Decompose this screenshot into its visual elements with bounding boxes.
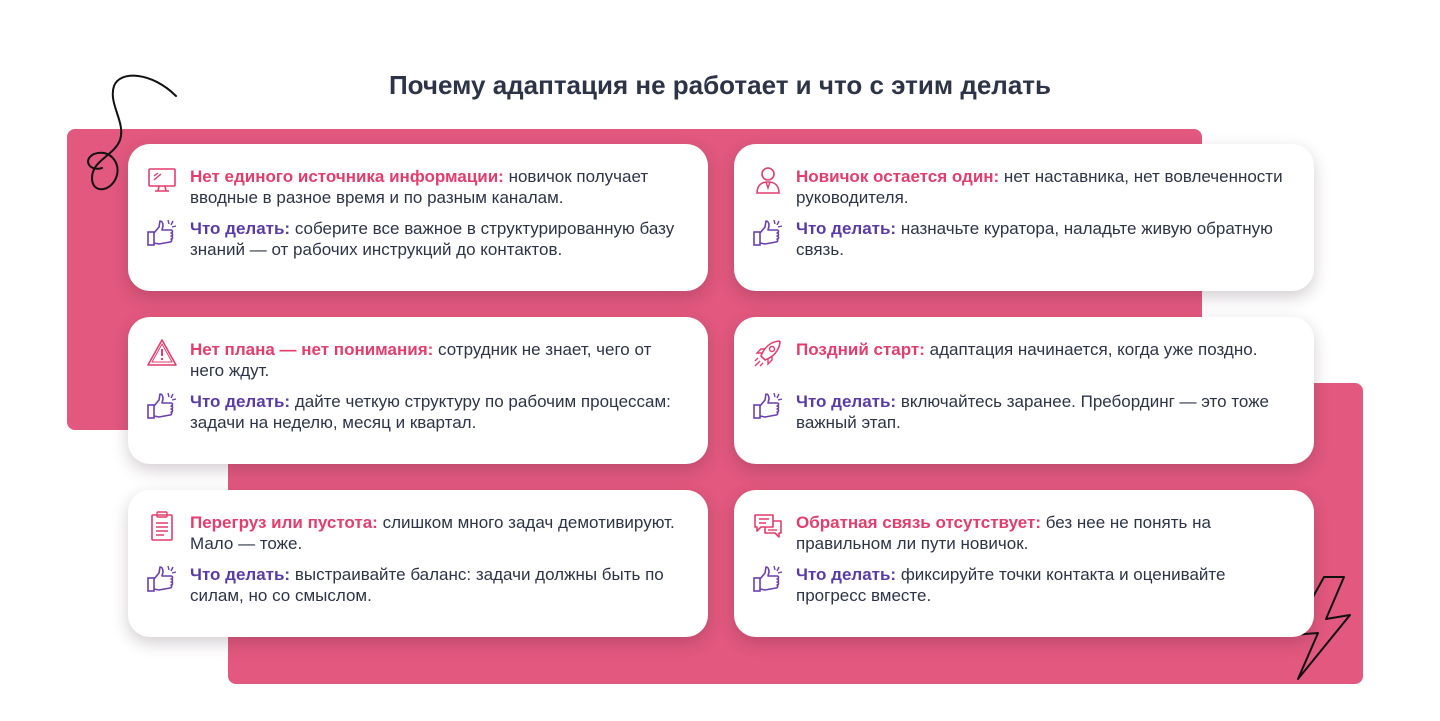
thumbs-up-icon — [752, 216, 784, 248]
clipboard-icon — [146, 510, 178, 542]
action-row — [752, 391, 1290, 433]
problem-text: адаптация начинается, когда уже поздно. — [924, 340, 1258, 359]
thumbs-up-icon — [146, 389, 178, 421]
action-lead: Что делать: — [190, 392, 291, 411]
problem-row — [146, 166, 684, 208]
action-lead: Что делать: — [796, 565, 897, 584]
action-text: фиксируйте точки контакта и оценивайте прогресс вместе. — [796, 565, 1226, 605]
problem-row — [752, 339, 1290, 360]
thumbs-up-icon — [146, 562, 178, 594]
problem-card — [128, 490, 708, 637]
problem-lead: Обратная связь отсутствует: — [796, 513, 1042, 532]
action-text: назначьте куратора, наладьте живую обратную связь. — [796, 219, 1273, 259]
action-lead: Что делать: — [796, 392, 897, 411]
action-row — [146, 218, 684, 260]
warning-icon — [146, 337, 178, 369]
action-lead: Что делать: — [190, 565, 291, 584]
rocket-icon — [752, 337, 784, 369]
thumbs-up-icon — [752, 389, 784, 421]
problem-lead: Нет плана — нет понимания: — [190, 340, 434, 359]
problem-text: нет наставника, нет вовлеченности руководителя. — [796, 167, 1283, 207]
problem-text: сотрудник не знает, чего от него ждут. — [190, 340, 652, 380]
action-text: соберите все важное в структурированную базу знаний — от рабочих инструкций до контактов. — [190, 219, 675, 259]
problem-lead: Нет единого источника информации: — [190, 167, 504, 186]
action-text: выстраивайте баланс: задачи должны быть по силам, но со смыслом. — [190, 565, 664, 605]
problem-lead: Новичок остается один: — [796, 167, 1000, 186]
action-text: дайте четкую структуру по рабочим процессам: задачи на неделю, месяц и квартал. — [190, 392, 671, 432]
action-row — [752, 564, 1290, 606]
thumbs-up-icon — [146, 216, 178, 248]
thumbs-up-icon — [752, 562, 784, 594]
action-row — [146, 391, 684, 433]
action-row — [146, 564, 684, 606]
page-title: Почему адаптация не работает и что с этим делать — [388, 70, 1051, 100]
problem-card — [734, 317, 1314, 464]
problem-card — [734, 144, 1314, 291]
problem-row — [146, 339, 684, 381]
problem-row — [146, 512, 684, 554]
problem-card — [734, 490, 1314, 637]
action-lead: Что делать: — [796, 219, 897, 238]
problem-lead: Перегруз или пустота: — [190, 513, 378, 532]
monitor-icon — [146, 164, 178, 196]
action-lead: Что делать: — [190, 219, 291, 238]
action-row — [752, 218, 1290, 260]
problem-row — [752, 166, 1290, 208]
chat-icon — [752, 510, 784, 542]
user-icon — [752, 164, 784, 196]
action-text: включайтесь заранее. Пребординг — это тоже важный этап. — [796, 392, 1270, 432]
problem-text: новичок получает вводные в разное время и по разным каналам. — [190, 167, 649, 207]
problem-text: без нее не понять на правильном ли пути новичок. — [796, 513, 1211, 553]
problem-text: слишком много задач демотивируют. Мало — тоже. — [190, 513, 675, 553]
problem-card — [128, 317, 708, 464]
problem-row — [752, 512, 1290, 554]
problem-card — [128, 144, 708, 291]
problem-lead: Поздний старт: — [796, 340, 925, 359]
